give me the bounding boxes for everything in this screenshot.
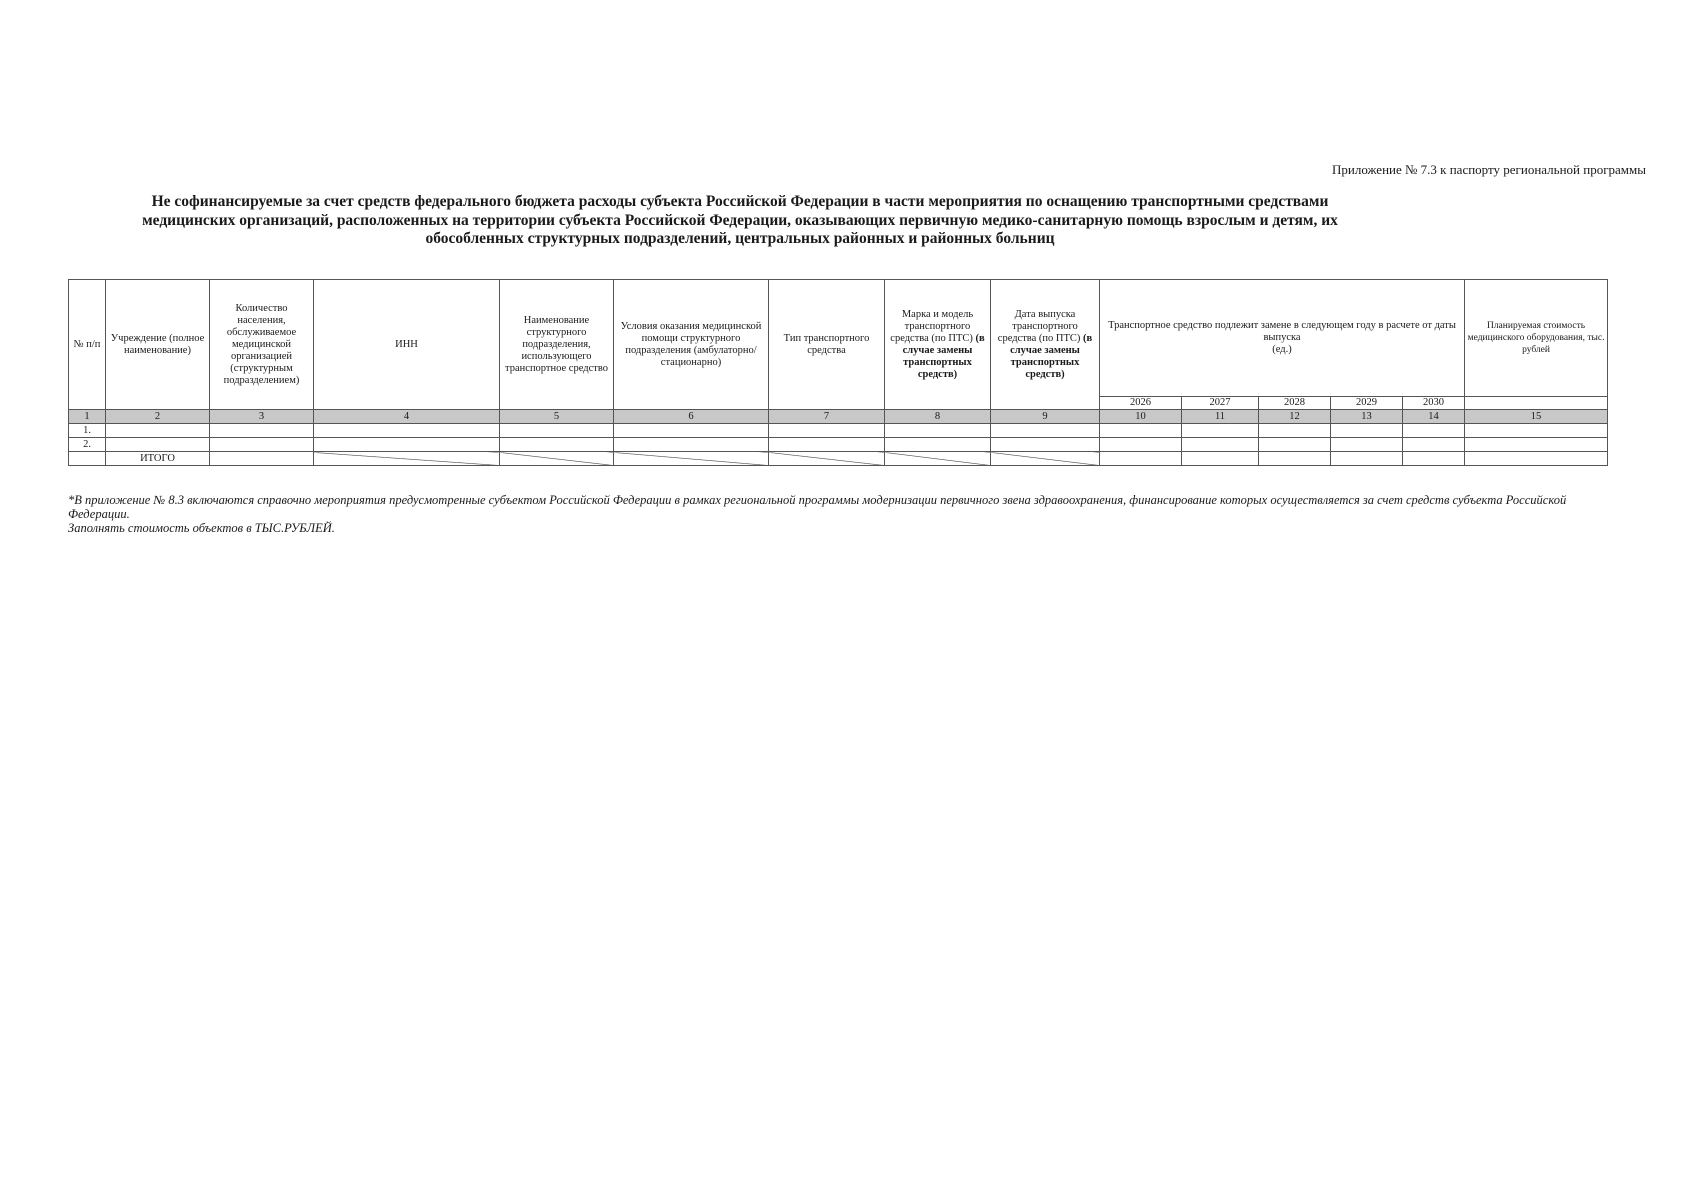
- year-blank-cell: [1465, 397, 1608, 410]
- crossed-cell: [314, 452, 500, 466]
- col-brand-model-header: [885, 280, 991, 410]
- title-line-1: Не софинансируемые за счет средств федерального бюджета расходы субъекта Российской Федерации в части мероприятия по оснащению транспортными средствами: [151, 193, 1329, 210]
- release-date-text: Дата выпуска транспортного средства (по ПТС): [997, 308, 1081, 344]
- crossed-cell: [500, 452, 614, 466]
- col-num-header: № п/п: [69, 280, 106, 410]
- table-cell[interactable]: [106, 438, 210, 452]
- total-row: [69, 452, 1608, 466]
- table-cell[interactable]: [500, 438, 614, 452]
- table-cell[interactable]: [210, 438, 314, 452]
- year-cell: 2026: [1100, 397, 1182, 410]
- col-index-cell: 3: [210, 410, 314, 424]
- table-cell[interactable]: [1182, 424, 1259, 438]
- table-cell[interactable]: [991, 424, 1100, 438]
- table-cell[interactable]: [1100, 424, 1182, 438]
- table-cell[interactable]: [991, 438, 1100, 452]
- year-cell: 2029: [1331, 397, 1403, 410]
- vehicle-expenses-table: [68, 279, 1608, 466]
- table-cell[interactable]: [1403, 438, 1465, 452]
- col-conditions-header: Условия оказания медицинской помощи структурного подразделения (амбулаторно/стационарно): [614, 280, 769, 410]
- title-line-3: обособленных структурных подразделений, центральных районных и районных больниц: [425, 230, 1055, 247]
- table-cell[interactable]: [1259, 438, 1331, 452]
- col-index-cell: 8: [885, 410, 991, 424]
- table-cell[interactable]: [769, 438, 885, 452]
- crossed-cell: [885, 452, 991, 466]
- total-cell[interactable]: [1403, 452, 1465, 466]
- col-index-cell: 1: [69, 410, 106, 424]
- replacement-text: Транспортное средство подлежит замене в следующем году в расчете от даты выпуска: [1108, 320, 1456, 343]
- total-cell[interactable]: [1100, 452, 1182, 466]
- table-cell[interactable]: [500, 424, 614, 438]
- table-cell[interactable]: [1100, 438, 1182, 452]
- col-index-cell: 11: [1182, 410, 1259, 424]
- col-index-cell: 12: [1259, 410, 1331, 424]
- table-cell[interactable]: [614, 438, 769, 452]
- col-index-cell: 5: [500, 410, 614, 424]
- table-row: [69, 438, 1608, 452]
- appendix-note: Приложение № 7.3 к паспорту региональной программы: [1331, 162, 1646, 177]
- total-num-cell: [69, 452, 106, 466]
- col-institution-header: Учреждение (полное наименование): [106, 280, 210, 410]
- col-index-cell: 15: [1465, 410, 1608, 424]
- table-cell[interactable]: [885, 424, 991, 438]
- table-cell[interactable]: [1403, 424, 1465, 438]
- col-index-cell: 14: [1403, 410, 1465, 424]
- table-row: [69, 424, 1608, 438]
- table-cell[interactable]: [1259, 424, 1331, 438]
- col-planned-cost-header: Планируемая стоимость медицинского оборудования, тыс. рублей: [1465, 280, 1608, 397]
- table-cell[interactable]: [1331, 424, 1403, 438]
- footnotes: [68, 493, 1578, 535]
- col-index-cell: 13: [1331, 410, 1403, 424]
- brand-model-note: (в случае замены транспортных средств): [902, 332, 985, 380]
- total-cell[interactable]: [1259, 452, 1331, 466]
- crossed-cell: [991, 452, 1100, 466]
- replacement-unit: (ед.): [1272, 344, 1292, 355]
- col-index-cell: 2: [106, 410, 210, 424]
- col-vehicle-type-header: Тип транспортного средства: [769, 280, 885, 410]
- total-cell[interactable]: [1331, 452, 1403, 466]
- row-number: 1.: [69, 424, 106, 438]
- col-index-cell: 4: [314, 410, 500, 424]
- col-inn-header: ИНН: [314, 280, 500, 410]
- document-title: [40, 193, 1440, 249]
- table-cell[interactable]: [1331, 438, 1403, 452]
- year-cell: 2027: [1182, 397, 1259, 410]
- brand-model-text: Марка и модель транспортного средства (по ПТС): [890, 308, 974, 344]
- col-index-cell: 6: [614, 410, 769, 424]
- footnote-2: Заполнять стоимость объектов в ТЫС.РУБЛЕЙ.: [68, 521, 335, 535]
- col-population-header: Количество населения, обслуживаемое медицинской организацией (структурным подразделением): [210, 280, 314, 410]
- table-cell[interactable]: [1182, 438, 1259, 452]
- year-cell: 2030: [1403, 397, 1465, 410]
- table-cell[interactable]: [614, 424, 769, 438]
- col-index-cell: 10: [1100, 410, 1182, 424]
- table-cell[interactable]: [885, 438, 991, 452]
- title-line-2: медицинских организаций, расположенных на территории субъекта Российской Федерации, оказывающих первичную медико-санитарную помощь взрослым и детям, их: [142, 211, 1338, 229]
- col-index-cell: 7: [769, 410, 885, 424]
- column-index-row: [69, 410, 1608, 424]
- release-date-note: (в случае замены транспортных средств): [1010, 332, 1093, 380]
- table-cell[interactable]: [1465, 438, 1608, 452]
- table-cell[interactable]: [314, 424, 500, 438]
- header-row: [69, 280, 1608, 397]
- total-label: ИТОГО: [106, 452, 210, 466]
- col-index-cell: 9: [991, 410, 1100, 424]
- table-cell[interactable]: [769, 424, 885, 438]
- total-cell[interactable]: [1182, 452, 1259, 466]
- crossed-cell: [614, 452, 769, 466]
- table-cell[interactable]: [106, 424, 210, 438]
- table-cell[interactable]: [314, 438, 500, 452]
- col-replacement-header: [1100, 280, 1465, 397]
- table-cell[interactable]: [210, 424, 314, 438]
- year-cell: 2028: [1259, 397, 1331, 410]
- col-release-date-header: [991, 280, 1100, 410]
- crossed-cell: [769, 452, 885, 466]
- footnote-1: *В приложение № 8.3 включаются справочно мероприятия предусмотренные субъектом Российской Федерации в рамках региональной программы модернизации первичного звена здравоохранения, финансирование которых осуществляется за счет средств субъекта Российской Федерации.: [68, 493, 1567, 521]
- col-subdivision-header: Наименование структурного подразделения, использующего транспортное средство: [500, 280, 614, 410]
- total-cell[interactable]: [210, 452, 314, 466]
- total-cell[interactable]: [1465, 452, 1608, 466]
- row-number: 2.: [69, 438, 106, 452]
- table-cell[interactable]: [1465, 424, 1608, 438]
